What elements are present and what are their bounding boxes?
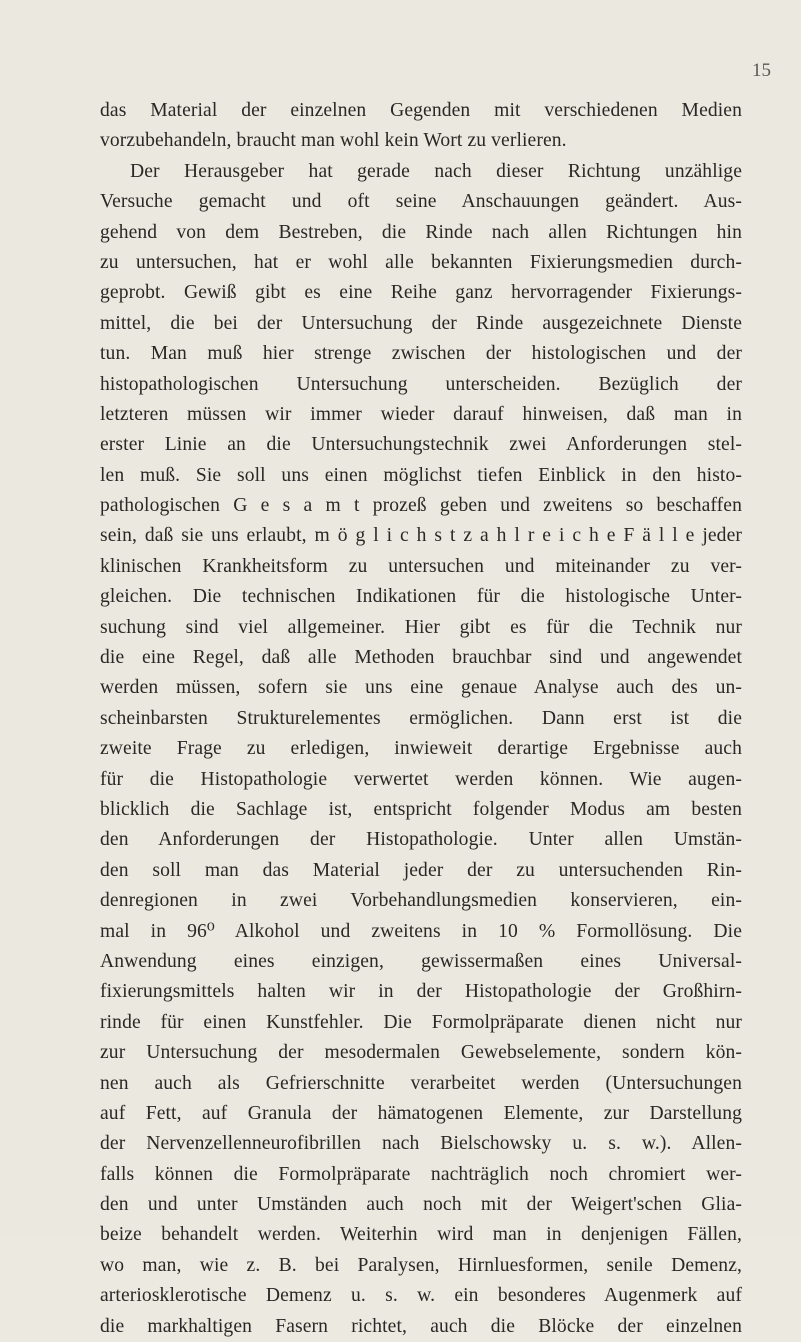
text-line: histopathologischen Untersuchung unterscheiden. Bezüglich der: [100, 373, 742, 395]
text-line: sein, daß sie uns erlaubt, m ö g l i c h s t z a h l r e i c h e F ä l l e jeder: [100, 525, 742, 547]
text-line: len muß. Sie soll uns einen möglichst tiefen Einblick in den histo-: [100, 464, 742, 486]
text-line: erster Linie an die Untersuchungstechnik zwei Anforderungen stel-: [100, 434, 742, 456]
text-line: das Material der einzelnen Gegenden mit verschiedenen Medien: [100, 100, 742, 121]
text-line: Versuche gemacht und oft seine Anschauungen geändert. Aus-: [100, 191, 742, 213]
text-line: scheinbarsten Strukturelementes ermöglichen. Dann erst ist die: [100, 707, 742, 729]
text-line: klinischen Krankheitsform zu untersuchen und miteinander zu ver-: [100, 555, 742, 577]
text-line: mittel, die bei der Untersuchung der Rinde ausgezeichnete Dienste: [100, 312, 742, 334]
text-line: den soll man das Material jeder der zu untersuchenden Rin-: [100, 859, 742, 881]
text-line: fixierungsmittels halten wir in der Histopathologie der Großhirn-: [100, 981, 742, 1003]
text-line: zu untersuchen, hat er wohl alle bekannten Fixierungsmedien durch-: [100, 251, 742, 273]
text-line: mal in 96⁰ Alkohol und zweitens in 10 % Formollösung. Die: [100, 920, 742, 942]
text-line: gleichen. Die technischen Indikationen für die histologische Unter-: [100, 586, 742, 608]
text-line: werden müssen, sofern sie uns eine genaue Analyse auch des un-: [100, 677, 742, 699]
text-line: die eine Regel, daß alle Methoden brauchbar sind und angewendet: [100, 647, 742, 669]
text-line: Der Herausgeber hat gerade nach dieser Richtung unzählige: [130, 160, 742, 182]
text-line: suchung sind viel allgemeiner. Hier gibt es für die Technik nur: [100, 616, 742, 638]
text-line: für die Histopathologie verwertet werden können. Wie augen-: [100, 768, 742, 790]
text-line: pathologischen G e s a m t prozeß geben und zweitens so beschaffen: [100, 495, 742, 517]
text-line: Anwendung eines einzigen, gewissermaßen eines Universal-: [100, 950, 742, 972]
text-line: tun. Man muß hier strenge zwischen der histologischen und der: [100, 343, 742, 365]
text-line: vorzubehandeln, braucht man wohl kein Wort zu verlieren.: [100, 130, 567, 152]
text-line: falls können die Formolpräparate nachträglich noch chromiert wer-: [100, 1163, 742, 1185]
text-line: den Anforderungen der Histopathologie. Unter allen Umstän-: [100, 829, 742, 851]
text-line: geprobt. Gewiß gibt es eine Reihe ganz hervorragender Fixierungs-: [100, 282, 742, 304]
text-line: arteriosklerotische Demenz u. s. w. ein besonderes Augenmerk auf: [100, 1285, 742, 1307]
page-number: 15: [752, 60, 771, 81]
text-line: denregionen in zwei Vorbehandlungsmedien konservieren, ein-: [100, 890, 742, 912]
text-line: letzteren müssen wir immer wieder darauf hinweisen, daß man in: [100, 403, 742, 425]
text-line: nen auch als Gefrierschnitte verarbeitet werden (Untersuchungen: [100, 1072, 742, 1094]
text-line: zur Untersuchung der mesodermalen Gewebselemente, sondern kön-: [100, 1042, 742, 1064]
text-line: wo man, wie z. B. bei Paralysen, Hirnluesformen, senile Demenz,: [100, 1254, 742, 1276]
body-text: [100, 96, 742, 1342]
text-line: der Nervenzellenneurofibrillen nach Bielschowsky u. s. w.). Allen-: [100, 1133, 742, 1155]
text-line: auf Fett, auf Granula der hämatogenen Elemente, zur Darstellung: [100, 1102, 742, 1124]
text-line: zweite Frage zu erledigen, inwieweit derartige Ergebnisse auch: [100, 738, 742, 760]
text-line: blicklich die Sachlage ist, entspricht folgender Modus am besten: [100, 798, 742, 820]
text-line: gehend von dem Bestreben, die Rinde nach allen Richtungen hin: [100, 221, 742, 243]
text-line: rinde für einen Kunstfehler. Die Formolpräparate dienen nicht nur: [100, 1011, 742, 1033]
text-line: beize behandelt werden. Weiterhin wird man in denjenigen Fällen,: [100, 1224, 742, 1246]
text-line: den und unter Umständen auch noch mit der Weigert'schen Glia-: [100, 1194, 742, 1216]
text-line: die markhaltigen Fasern richtet, auch die Blöcke der einzelnen: [100, 1315, 742, 1337]
